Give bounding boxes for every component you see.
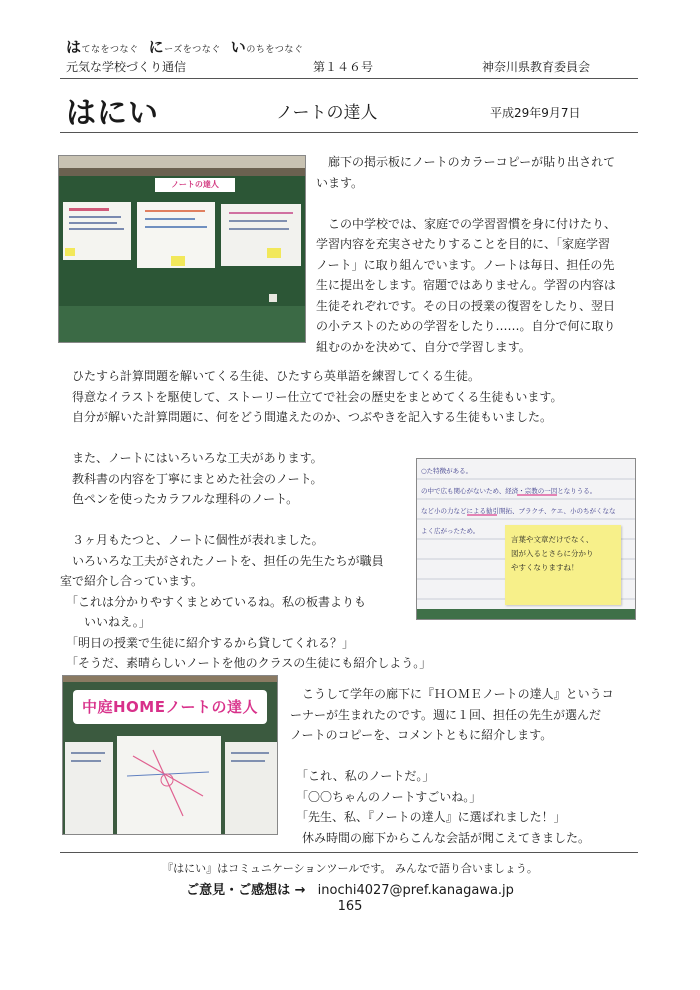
home-board-photo [62, 675, 278, 835]
text-line: ノートのコピーを、コメントともに紹介します。 [290, 728, 553, 742]
notebook-photo [416, 458, 636, 620]
publisher: 神奈川県教育委員会 [482, 60, 591, 74]
sticky-line: 言葉や文章だけでなく、 [511, 535, 594, 544]
issue-date: 平成29年9月7日 [490, 106, 581, 120]
sticky-line: やすくなりますね！ [511, 563, 579, 572]
text-line: いろいろな工夫がされたノートを、担任の先生たちが職員 [60, 553, 384, 568]
text-line: ーナーが生まれたのです。週に１回、担任の先生が選んだ [290, 707, 602, 722]
text-line: 「これ、私のノートだ。」 [290, 769, 435, 783]
slogan [66, 36, 303, 57]
text-line: 「明日の授業で生徒に紹介するから貸してくれる？」 [60, 635, 355, 650]
sticky-line: 図が入るとさらに分かり [511, 549, 594, 558]
note-line: など小の力などによる勧引開拓、ブラクチ、ケエ、小のちがくなな [421, 507, 616, 515]
text-line: 「これは分かりやすくまとめているね。私の板書よりも [60, 594, 367, 609]
text-line: 室で紹介し合っています。 [60, 574, 204, 588]
slogan-small-1: てなをつなぐ [81, 45, 139, 55]
text-line: こうして学年の廊下に『ＨＯＭＥノートの達人』というコ [290, 687, 614, 701]
slogan-big-3: い [230, 38, 247, 56]
note-line: の中で広も関心がないため、経済・宗教の一因となりうる。 [421, 487, 597, 495]
text-line: 自分が解いた計算問題に、何をどう間違えたのか、つぶやきを記入する生徒もいました。 [60, 410, 553, 424]
board-banner-text: ノートの達人 [171, 180, 219, 189]
note-line: ○た特徴がある。 [421, 467, 473, 475]
slogan-big-1: は [66, 38, 82, 56]
text-line: 休み時間の廊下からこんな会話が聞こえてきました。 [290, 830, 591, 845]
text-line: 「先生、私、『ノートの達人』に選ばれました！」 [290, 810, 566, 824]
logo-text: はにい [66, 96, 159, 131]
text-line: 生徒それぞれです。その日の授業の復習をしたり、翌日 [316, 298, 616, 313]
footer-note: 『はにい』はコミュニケーションツールです。 みんなで語り合いましょう。 [162, 862, 538, 875]
series-name: 元気な学校づくり通信 [66, 60, 187, 74]
text-line: 「〇〇ちゃんのノートすごいね。」 [290, 789, 482, 804]
slogan-small-2: ーズをつなぐ [164, 45, 221, 55]
header-rule-bottom [60, 132, 638, 133]
text-line: 生に提出をします。宿題ではありません。学習の内容は [316, 278, 616, 292]
corner-paragraph [290, 684, 642, 848]
slogan-big-2: に [148, 38, 165, 56]
text-line: 色ペンを使ったカラフルな理科のノート。 [60, 492, 299, 506]
text-line: この中学校では、家庭での学習習慣を身に付けたり、 [316, 216, 617, 231]
text-line: 得意なイラストを駆使して、ストーリー仕立てで社会の歴史をまとめてくる生徒もいます。 [60, 389, 563, 404]
board-photo [58, 155, 306, 343]
text-line [316, 193, 646, 214]
text-line: 学習内容を充実させたりすることを目的に、「家庭学習 [316, 237, 611, 251]
text-line: の小テストのための学習をしたり……。自分で何に取り [316, 319, 616, 333]
intro-paragraph [316, 152, 646, 357]
text-line: 教科書の内容を丁寧にまとめた社会のノート。 [60, 471, 323, 486]
footer-rule [60, 852, 638, 853]
note-line: よく広がったため。 [421, 527, 480, 535]
text-line: ３ヶ月もたつと、ノートに個性が表れました。 [60, 533, 324, 547]
contact-label: ご意見・ご感想は → [186, 883, 306, 898]
text-line: いいねえ。」 [60, 615, 151, 629]
page-title: ノートの達人 [276, 103, 378, 123]
text-line: 組むのかを決めて、自分で学習します。 [316, 339, 531, 354]
text-line [290, 746, 642, 767]
text-line: ひたすら計算問題を解いてくる生徒、ひたすら英単語を練習してくる生徒。 [60, 369, 481, 383]
issue-number: 第１４６号 [313, 60, 374, 74]
sticky-note [505, 525, 621, 605]
text-line: また、ノートにはいろいろな工夫があります。 [60, 451, 323, 465]
contact-email[interactable]: inochi4027@pref.kanagawa.jp [317, 883, 514, 898]
home-banner-text: 中庭HOMEノートの達人 [81, 698, 259, 716]
footer-contact [0, 879, 700, 898]
slogan-small-3: のちをつなぐ [246, 45, 304, 55]
text-line: 「そうだ、素晴らしいノートを他のクラスの生徒にも紹介しよう。」 [60, 656, 432, 670]
students-paragraph [60, 366, 660, 428]
page-number: 165 [337, 899, 363, 914]
text-line: います。 [316, 175, 364, 190]
text-line: 廊下の掲示板にノートのカラーコピーが貼り出されて [316, 155, 616, 169]
header-rule-top [60, 78, 638, 79]
text-line: ノート」に取り組んでいます。ノートは毎日、担任の先 [316, 257, 615, 272]
